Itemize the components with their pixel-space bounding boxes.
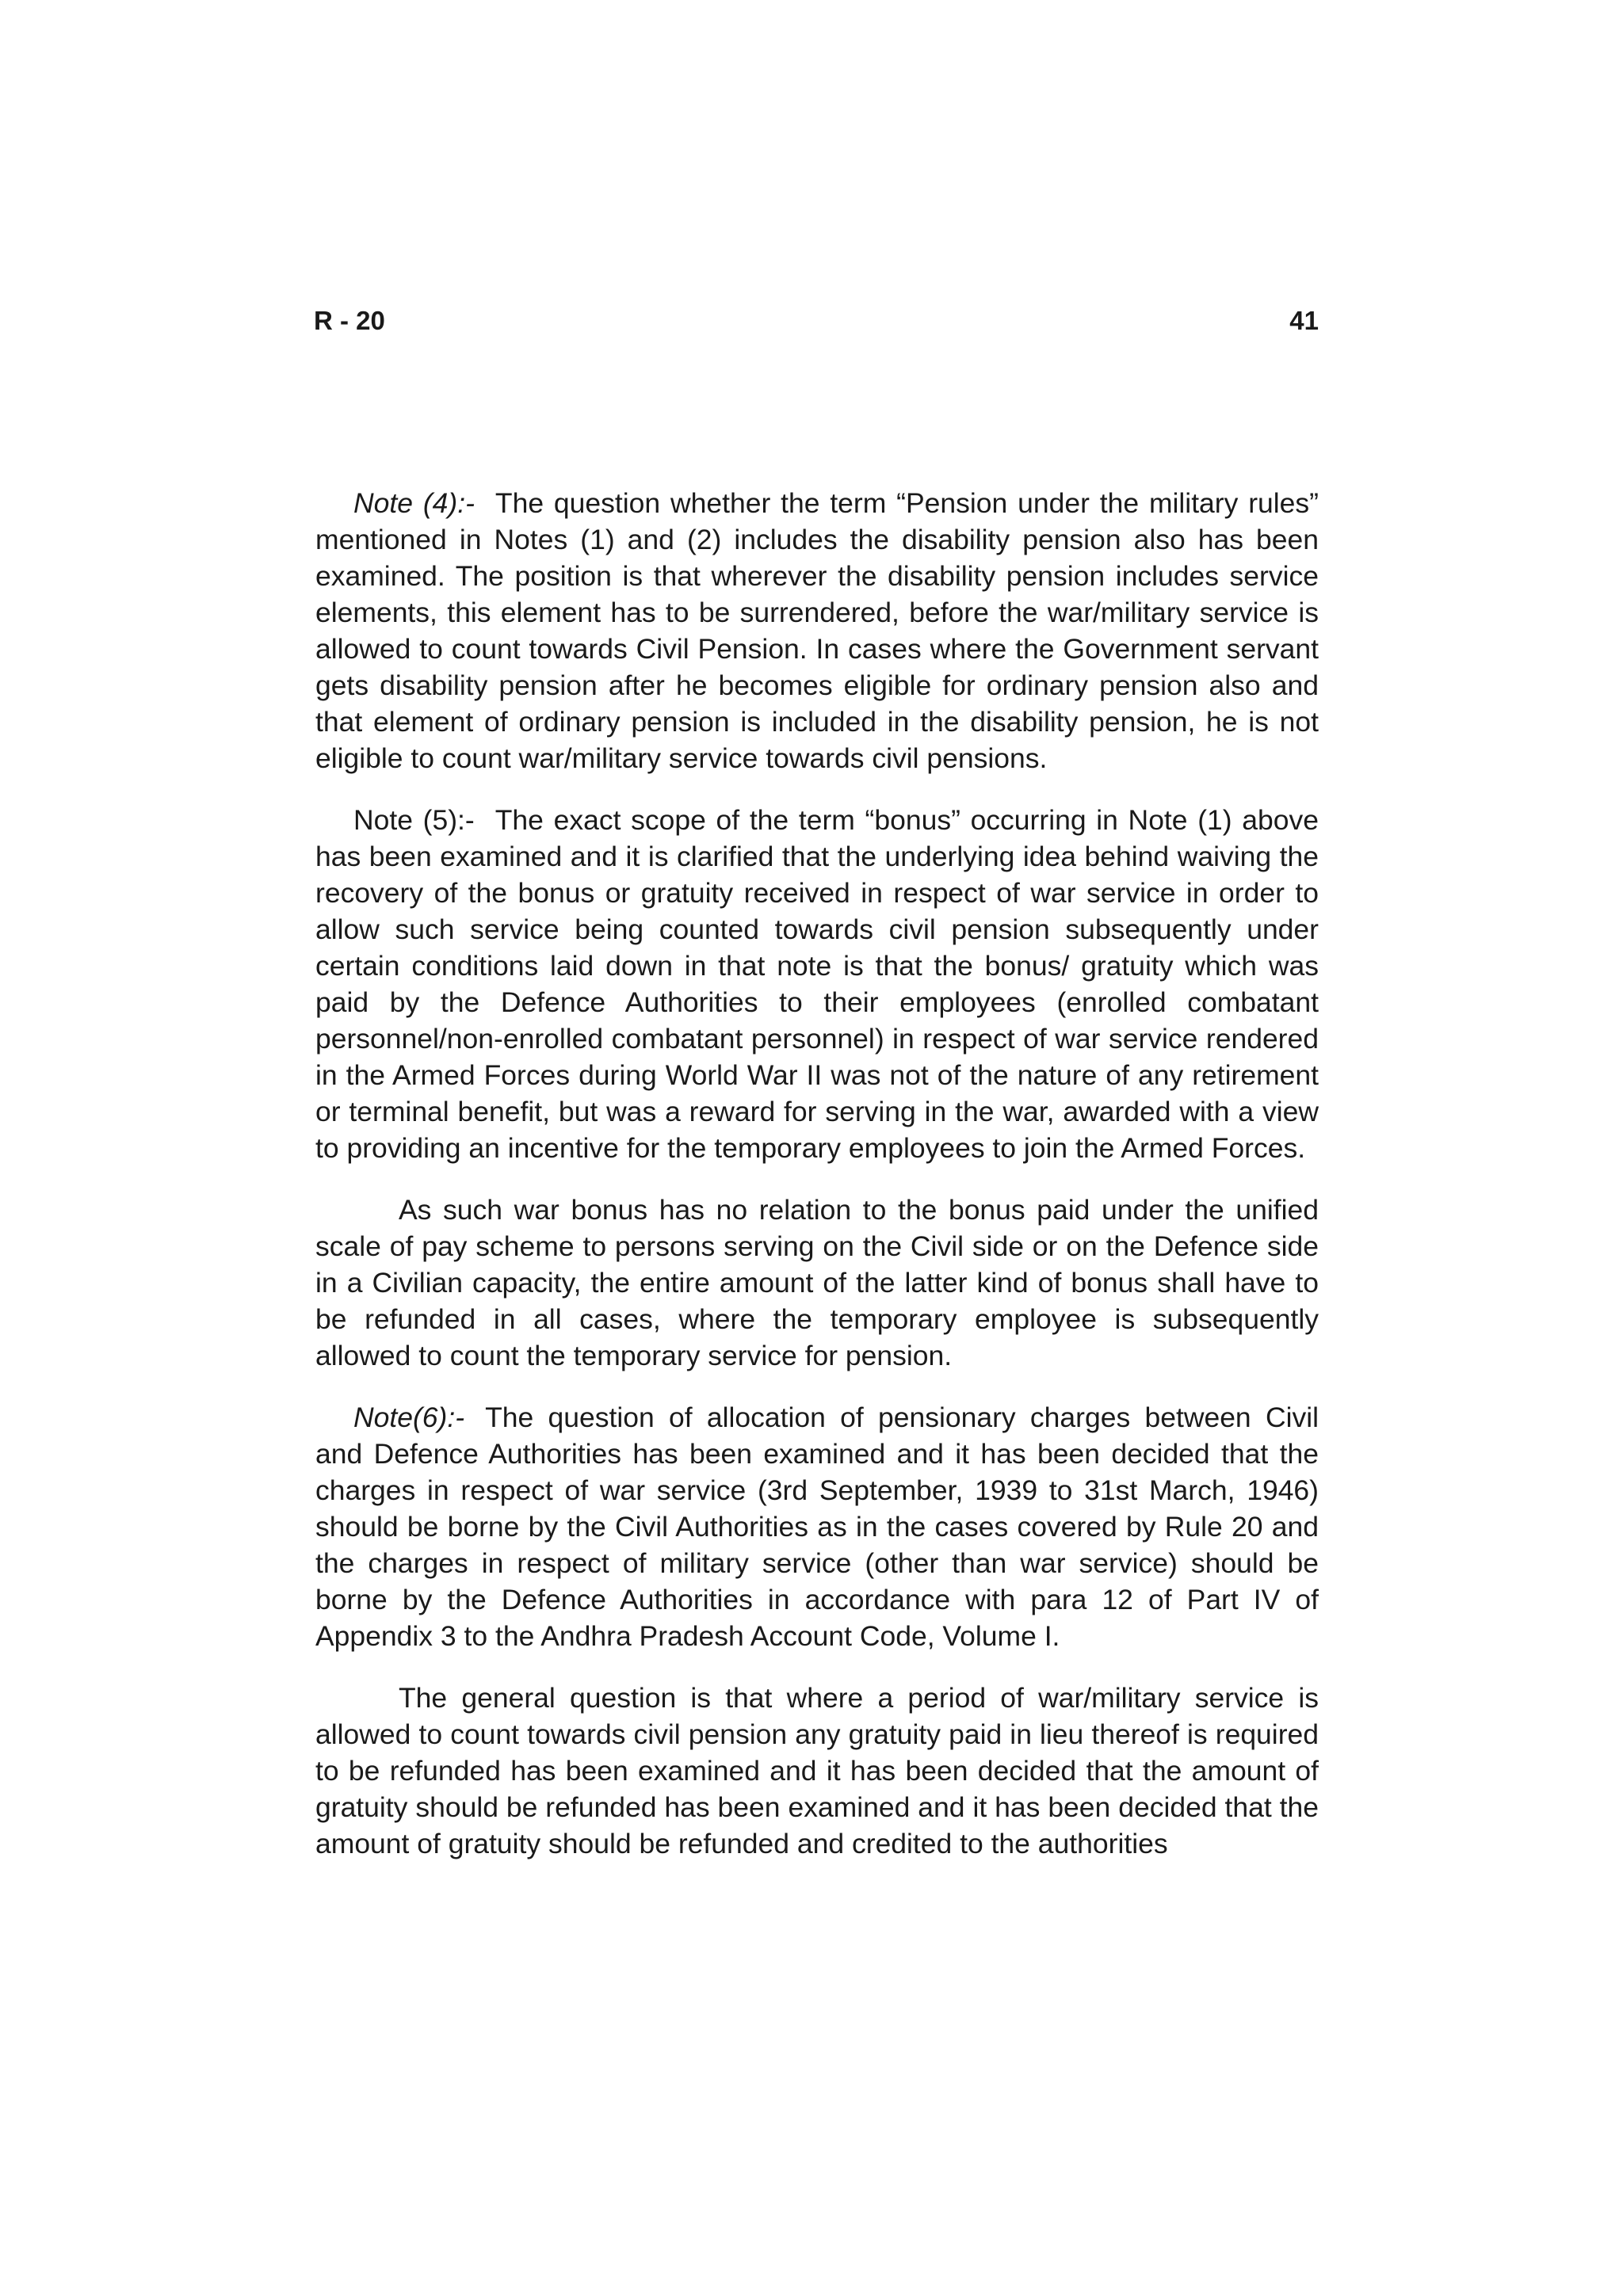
note-label: Note (4):- [353, 487, 475, 519]
paragraph-note-4 [315, 485, 1319, 776]
paragraph-war-bonus [315, 1192, 1319, 1374]
paragraph-note-6 [315, 1399, 1319, 1654]
page-number: 41 [1289, 306, 1319, 335]
paragraph-note-5 [315, 802, 1319, 1166]
page-header [314, 306, 1319, 345]
paragraph-text: The question of allocation of pensionary charges between Civil and Defence Authorities has been examined and it has been decided that the charges in respect of war service (3rd September, 1939 to 31st March, 1946) should be borne by the Civil Authorities as in the cases covered by Rule 20 and the charges in respect of military service (other than war service) should be borne by the Defence Authorities in accordance with para 12 of Part IV of Appendix 3 to the Andhra Pradesh Account Code, Volume I. [315, 1402, 1319, 1652]
rule-reference: R - 20 [314, 306, 385, 335]
paragraph-gratuity-refund [315, 1680, 1319, 1862]
note-label: Note (5):- [353, 804, 475, 836]
note-label: Note(6):- [353, 1402, 465, 1433]
paragraph-text: The question whether the term “Pension under the military rules” mentioned in Notes (1) and (2) includes the disability pension also has been examined. The position is that wherever the disability pension includes service elements, this element has to be surrendered, before the war/military service is allowed to count towards Civil Pension. In cases where the Government servant gets disability pension after he becomes eligible for ordinary pension also and that element of ordinary pension is included in the disability pension, he is not eligible to count war/military service towards civil pensions. [315, 487, 1319, 774]
paragraph-text: As such war bonus has no relation to the bonus paid under the unified scale of pay scheme to persons serving on the Civil side or on the Defence side in a Civilian capacity, the entire amount of the latter kind of bonus shall have to be refunded in all cases, where the temporary employee is subsequently allowed to count the temporary service for pension. [315, 1194, 1319, 1371]
document-body [315, 485, 1319, 1887]
paragraph-text: The general question is that where a period of war/military service is allowed to count towards civil pension any gratuity paid in lieu thereof is required to be refunded has been examined and it has been decided that the amount of gratuity should be refunded has been examined and it has been decided that the amount of gratuity should be refunded and credited to the authorities [315, 1682, 1319, 1859]
paragraph-text: The exact scope of the term “bonus” occurring in Note (1) above has been examined and it is clarified that the underlying idea behind waiving the recovery of the bonus or gratuity received in respect of war service in order to allow such service being counted towards civil pension subsequently under certain conditions laid down in that note is that the bonus/ gratuity which was paid by the Defence Authorities to their employees (enrolled combatant personnel/non-enrolled combatant personnel) in respect of war service rendered in the Armed Forces during World War II was not of the nature of any retirement or terminal benefit, but was a reward for serving in the war, awarded with a view to providing an incentive for the temporary employees to join the Armed Forces. [315, 804, 1319, 1164]
